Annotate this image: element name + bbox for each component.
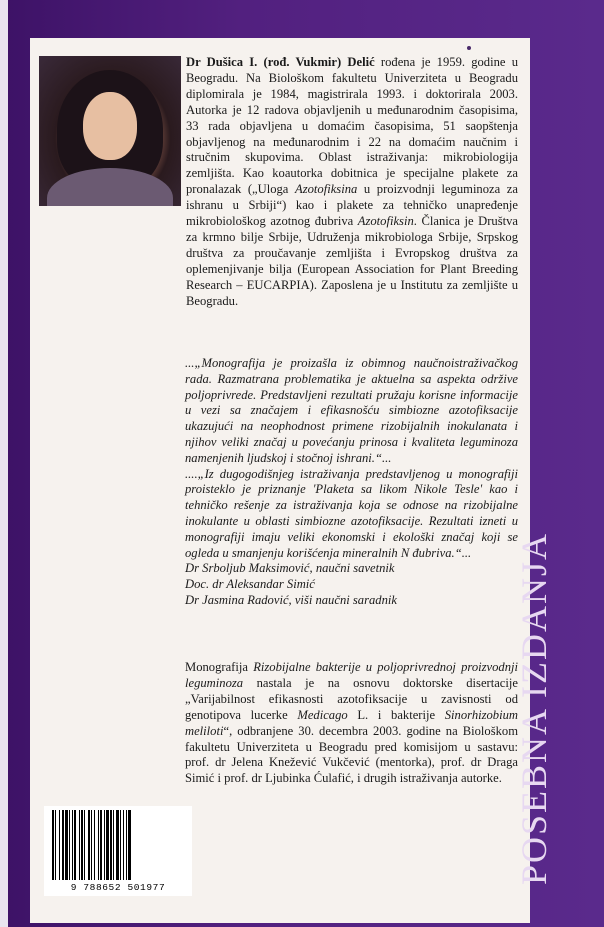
monograph-description: Monografija Rizobijalne bakterije u poljoprivrednoj proizvodnji leguminoza nastala je na osnovu doktorske disertacije „Varijabilnost efikasnosti azotofiksacije u zavisnosti od genotipova lucerke Medicago L. i bakterije Sinorhizobium meliloti“, odbranjene 30. decembra 2003. godine na Biološkom fakultetu Univerziteta u Beogradu pred komisijom u sastavu: prof. dr Jelena Knežević Vukčević (mentorka), prof. dr Draga Simić i prof. dr Ljubinka Ćulafić, i drugih istraživanja autorke. (185, 660, 518, 786)
author-name: Dr Dušica I. (rođ. Vukmir) Delić (186, 55, 375, 69)
isbn-barcode (44, 806, 192, 896)
author-bio: Dr Dušica I. (rođ. Vukmir) Delić rođena je 1959. godine u Beogradu. Na Biološkom fakultetu Univerziteta u Beogradu diplomirala je 1984, magistrirala 1993. i doktorirala 2003. Autorka je 12 radova objavljenih u međunarodnim časopisima, 33 rada objavljena u domaćim časopisima, 51 saopštenja objavljenog na međunarodnim i 22 na domaćim naučnim i stručnim skupovima. Oblast istraživanja: mikrobiologija zemljišta. Kao koautorka dobitnica je specijalne plakete za pronalazak („Uloga Azotofiksina u proizvodnji leguminoza za ishranu u Srbiji“) kao i plakete za tehničko unapređenje mikrobiološkog azotnog đubriva Azotofiksin. Članica je Društva za krmno bilje Srbije, Udruženja mikrobiologa Srbije, Srpskog društva za proučavanje zemljišta i Evropskog društva za oplemenjivanje bilja (European Association for Plant Breeding Research – EUCARPIA). Zaposlena je u Institutu za zemljište u Beogradu. (186, 55, 518, 308)
review-quote-2: ....„Iz dugogodišnjeg istraživanja predstavljenog u monografiji proisteklo je priznanje 'Plaketa sa likom Nikole Tesle' kao i tehničko rešenje za istraživanja koja se odnose na rizobijalne inokulante u oblasti simbiozne azotofiksacije. Rezultati izneti u monografiji imaju veliki ekonomski i ekološki značaj koji se ogleda u smanjenju korišćenja mineralnih N đubriva.“... (185, 466, 518, 560)
page-edge (0, 0, 8, 927)
series-label: POSEBNA IZDANJA (514, 531, 554, 885)
reviews-block (185, 356, 518, 609)
barcode-bars (52, 810, 184, 880)
review-quote-1: ...„Monografija je proizašla iz obimnog naučnoistraživačkog rada. Razmatrana problematika je aktuelna sa aspekta održive poljoprivrede. Predstavljeni rezultati pružaju korisne informacije u vezi sa značajem i efikasnošću simbiozne azotofiksacije ukazujući na neophodnost primene rizobijalnih inokulanata i njihov veliki značaj u povećanju prinosa i kvaliteta leguminoza namenjenih ljudskoj i stočnoj ishrani.“... (185, 356, 518, 465)
barcode-number: 9 788652 501977 (70, 882, 166, 893)
decorative-dot (467, 46, 471, 50)
reviewer-1: Dr Srboljub Maksimović, naučni savetnik (185, 561, 395, 576)
reviewer-2: Doc. dr Aleksandar Simić (185, 577, 315, 592)
reviewer-3: Dr Jasmina Radović, viši naučni saradnik (185, 592, 397, 607)
author-photo (39, 56, 181, 206)
